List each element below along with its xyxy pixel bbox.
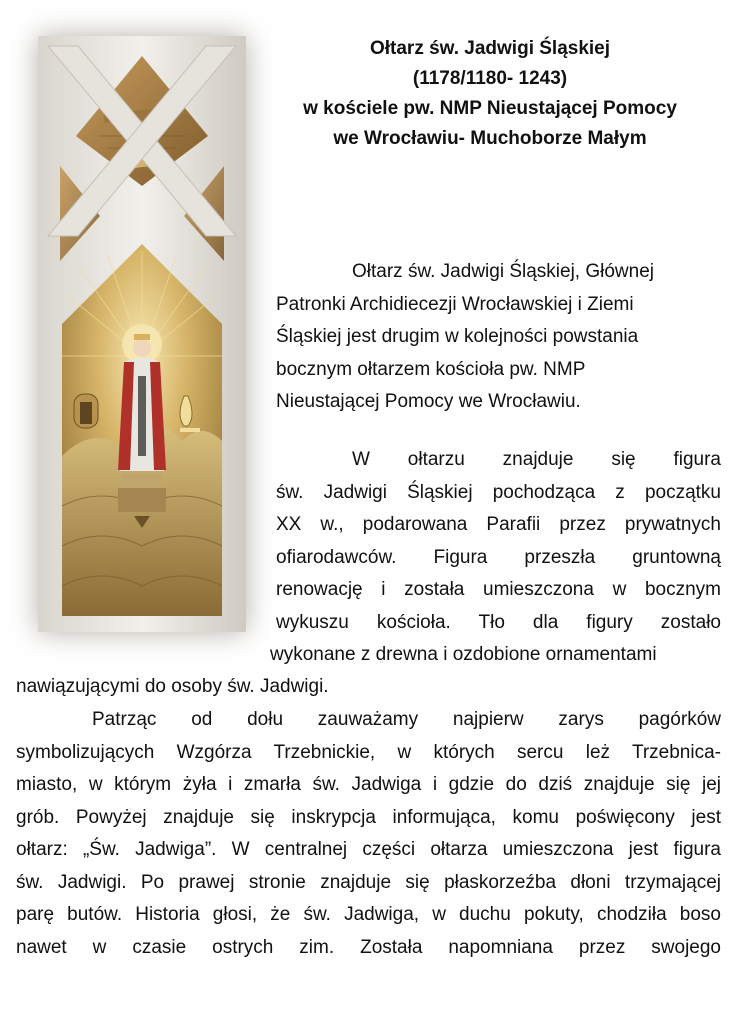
text-line: św. Jadwigi. Po prawej stronie znajduje się płaskorzeźba dłoni trzymającej — [16, 871, 721, 893]
title-line: Ołtarz św. Jadwigi Śląskiej — [369, 38, 611, 59]
text-line: św. Jadwigi Śląskiej pochodząca z początku — [276, 481, 721, 503]
text-line: wykonane z drewna i ozdobione ornamentami — [270, 644, 657, 665]
paragraph-description — [16, 704, 721, 964]
text-line: Patrząc od dołu zauważamy najpierw zarys pagórków — [92, 709, 721, 730]
paragraph-figure-cont — [270, 639, 721, 672]
text-line: grób. Powyżej znajduje się inskrypcja informująca, komu poświęcony jest — [16, 806, 721, 828]
altar-illustration — [38, 36, 246, 632]
text-line: nawet w czasie ostrych zim. Została napomniana przez swojego — [16, 936, 721, 958]
text-line: renowację i została umieszczona w bocznym — [276, 579, 721, 600]
title-line: w kościele pw. NMP Nieustającej Pomocy — [303, 98, 677, 119]
text-line: XX w., podarowana Parafii przez prywatnych — [276, 514, 721, 535]
text-line: symbolizujących Wzgórza Trzebnickie, w których sercu leż Trzebnica- — [16, 741, 721, 763]
paragraph-intro — [276, 256, 721, 419]
text-line: Śląskiej jest drugim w kolejności powstania — [276, 326, 639, 347]
text-line: W ołtarzu znajduje się figura — [352, 449, 721, 470]
altar-photo — [38, 36, 246, 632]
text-line: nawiązującymi do osoby św. Jadwigi. — [16, 676, 329, 697]
text-line: ofiarodawców. Figura przeszła gruntowną — [276, 546, 721, 568]
paragraph-figure — [276, 444, 721, 639]
text-line: ołtarz: „Św. Jadwiga”. W centralnej części ołtarza umieszczona jest figura — [16, 839, 721, 860]
title-line: we Wrocławiu- Muchoborze Małym — [333, 128, 647, 149]
text-line: Ołtarz św. Jadwigi Śląskiej, Głównej — [352, 261, 654, 282]
text-line: Patronki Archidiecezji Wrocławskiej i Ziemi — [276, 293, 634, 315]
text-line: miasto, w którym żyła i zmarła św. Jadwiga i gdzie do dziś znajduje się jej — [16, 774, 721, 795]
text-line: wykuszu kościoła. Tło dla figury zostało — [276, 611, 721, 633]
paragraph-figure-end — [16, 671, 721, 704]
text-line: Nieustającej Pomocy we Wrocławiu. — [276, 391, 581, 412]
text-line: bocznym ołtarzem kościoła pw. NMP — [276, 358, 586, 380]
title-dates: (1178/1180- 1243) — [412, 68, 568, 89]
document-title — [260, 34, 720, 154]
text-line: parę butów. Historia głosi, że św. Jadwiga, w duchu pokuty, chodziła boso — [16, 904, 721, 925]
